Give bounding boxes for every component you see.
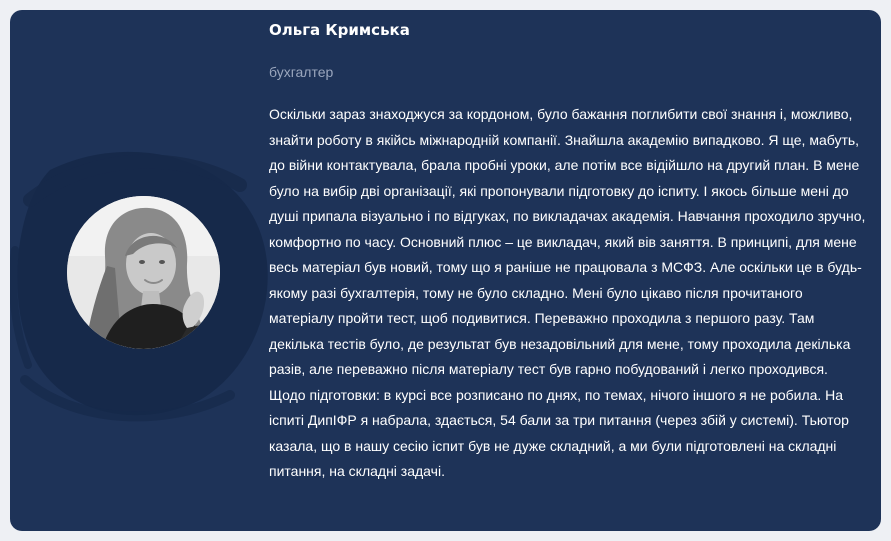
author-name: Ольга Кримська [269,21,410,39]
review-paragraph: Щодо підготовки: в курсі все розписано по днях, по темах, нічого іншого я не робила. На іспиті ДипІФР я набрала, здається, 54 бали за три питання (через збій у системі). Тьютор казала, що в нашу сесію іспит був не дуже складний, а ми були підготовлені на складні питання, на складні задачі. [269,386,849,479]
person-portrait-icon [67,196,220,349]
testimonial-card [10,10,881,531]
review-paragraph: Оскільки зараз знаходжуся за кордоном, було бажання поглибити свої знання і, можливо, знайти роботу в якійсь міжнародній компанії. Знайшла академію випадково. Я ще, мабуть, до війни контактувала, брала пробні уроки, але потім все відійшло на другий план. В мене було на вибір дві організації, які пропонували підготовку до іспиту. І якось більше мені до душі припала візуально і по відгуках, по викладачах академія. Навчання проходило зручно, комфортно по часу. Основний плюс – це викладач, який вів заняття. В принципі, для мене весь матеріал був новий, тому що я раніше не працювала з МСФЗ. Але оскільки це в будь-якому разі бухгалтерія, тому не було складно. Мені було цікаво після прочитаного матеріалу пройти тест, щоб подивитися. Переважно проходила з першого разу. Там декілька тестів було, де результат був незадовільний для мене, тому проходила декілька разів, але переважно після матеріалу тест був гарно побудований і легко проходився. [269,106,866,377]
author-role: бухгалтер [269,64,334,80]
avatar [67,196,220,349]
review-text [269,102,869,485]
